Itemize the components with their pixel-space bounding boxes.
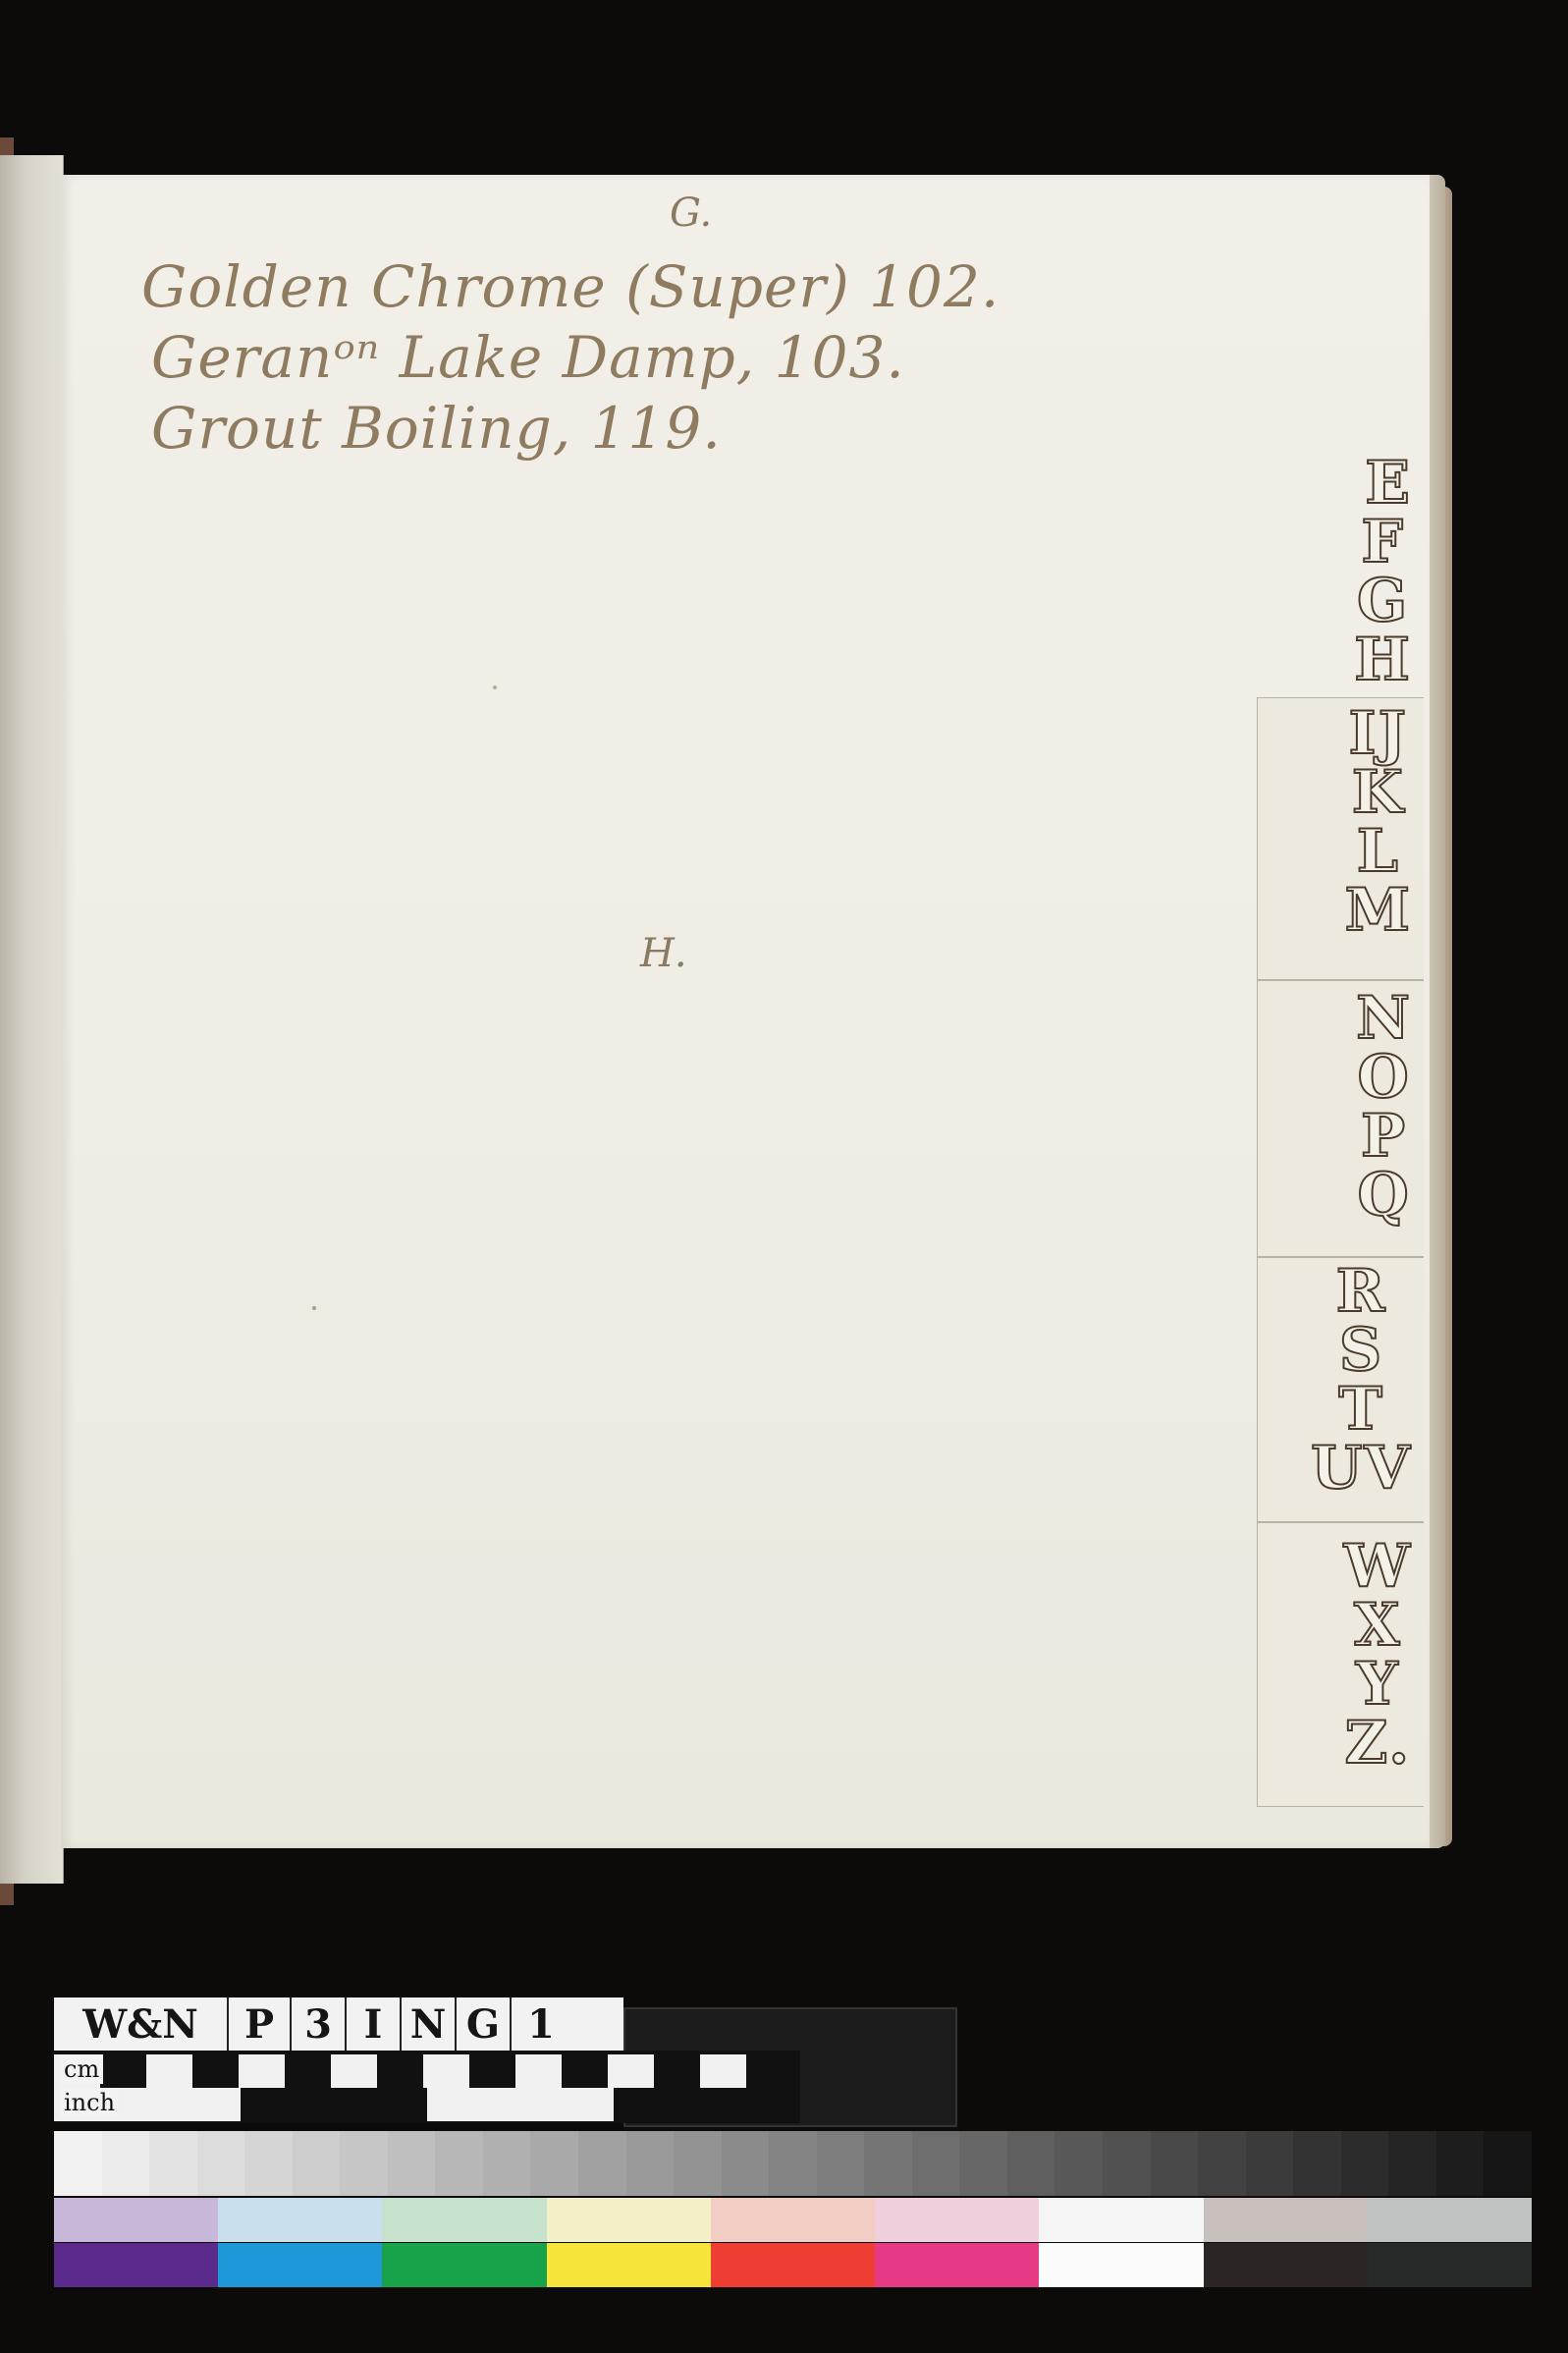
gray-patch [1484,2131,1532,2196]
gray-patch [626,2131,675,2196]
gray-patch [1341,2131,1389,2196]
color-patch [875,2243,1039,2287]
tab-letter: Z. [1344,1709,1412,1778]
gray-patch [769,2131,817,2196]
scale-segment [239,2054,285,2088]
color-patch [54,2198,218,2242]
tab-letter: Y [1355,1650,1400,1719]
index-page [61,175,1430,1848]
paper-speck [493,685,497,689]
scale-segment [654,2054,700,2088]
gray-patch [244,2131,293,2196]
inch-label: inch [60,2088,119,2117]
cm-label: cm [60,2054,103,2084]
label-cell: I [347,1997,402,2051]
tab-letter: UV [1311,1434,1412,1503]
tab-letter: E [1365,449,1412,518]
index-tab-nopq[interactable] [1257,980,1424,1257]
color-patch [1039,2198,1203,2242]
gray-patch [959,2131,1007,2196]
color-patch [382,2243,546,2287]
label-cell: W&N [54,1997,229,2051]
scale-segment [100,2054,146,2088]
left-page-edge [0,155,64,1884]
gray-patch [340,2131,388,2196]
scale-segment [331,2054,377,2088]
gray-patch [1388,2131,1436,2196]
label-cell: P [229,1997,292,2051]
grayscale-strip [54,2131,1532,2196]
gray-patch [530,2131,578,2196]
label-cell: 3 [292,1997,347,2051]
tab-letter: P [1361,1102,1408,1171]
color-patch [218,2198,382,2242]
scale-segment [746,2054,792,2088]
gray-patch [817,2131,865,2196]
gray-patch [1103,2131,1151,2196]
color-patch [547,2243,711,2287]
label-cell: G [457,1997,512,2051]
gray-patch [293,2131,341,2196]
tab-letter: H [1354,626,1412,694]
gray-patch [54,2131,102,2196]
tab-letter: X [1354,1591,1402,1660]
gray-patch [864,2131,912,2196]
tab-letter: O [1357,1043,1411,1112]
color-patch [1039,2243,1203,2287]
gray-patch [435,2131,483,2196]
paper-speck [312,1306,316,1310]
gray-patch [1293,2131,1341,2196]
inch-scale-row [54,2088,800,2121]
index-tab-ijklm[interactable] [1257,697,1424,980]
gray-patch [1054,2131,1103,2196]
scale-segment [469,2054,515,2088]
entry-golden-chrome: Golden Chrome (Super) 102. [141,253,1000,320]
label-cell: 1 [527,2000,555,2048]
pastel-color-strip [54,2198,1532,2242]
tab-letter: Q [1357,1161,1411,1230]
color-patch [711,2198,875,2242]
gray-patch [1198,2131,1246,2196]
color-patch [1368,2198,1532,2242]
gray-patch [674,2131,722,2196]
scale-segment [562,2054,608,2088]
index-tab-wxyz[interactable] [1257,1522,1424,1807]
tab-letter: F [1361,508,1405,576]
gray-patch [578,2131,626,2196]
index-tab-rstuv[interactable] [1257,1257,1424,1522]
gray-patch [1151,2131,1199,2196]
gray-patch [722,2131,770,2196]
tab-letter: IJ [1348,699,1409,768]
scale-segment [241,2088,427,2121]
tab-letter: M [1344,876,1412,945]
gray-patch [102,2131,150,2196]
scale-segment [285,2054,331,2088]
measurement-scale [54,2051,800,2123]
tab-letter: T [1338,1375,1384,1444]
color-patch [711,2243,875,2287]
scale-segment [700,2054,746,2088]
scale-segment [515,2054,562,2088]
gray-patch [483,2131,531,2196]
scale-segment [427,2088,614,2121]
tab-letter: N [1356,984,1412,1053]
scale-segment [192,2054,239,2088]
alphabet-index-tabs [1257,449,1424,1848]
scale-segment [614,2088,800,2121]
scale-segment [146,2054,192,2088]
tab-letter: S [1338,1316,1384,1385]
gray-patch [1007,2131,1055,2196]
tab-letter: L [1356,817,1400,886]
color-patch [1204,2243,1368,2287]
scale-segment [608,2054,654,2088]
gray-patch [1436,2131,1485,2196]
label-cell: N [402,1997,457,2051]
gray-patch [149,2131,197,2196]
color-patch [547,2198,711,2242]
tab-letter: W [1343,1532,1412,1601]
section-h-heading: H. [640,931,687,976]
color-patch [382,2198,546,2242]
section-g-heading: G. [670,191,713,236]
gray-patch [1246,2131,1294,2196]
tab-letter: G [1357,567,1410,635]
gray-patch [388,2131,436,2196]
color-patch [1368,2243,1532,2287]
color-patch [218,2243,382,2287]
gray-patch [912,2131,960,2196]
color-patch [1204,2198,1368,2242]
scale-segment [423,2054,469,2088]
cm-scale-row [54,2054,800,2088]
tab-letter: R [1335,1257,1387,1326]
tab-letter: K [1351,758,1405,827]
entry-grout-boiling: Grout Boiling, 119. [151,395,722,462]
gray-patch [197,2131,245,2196]
target-label [54,1997,623,2051]
entry-geranium-lake: Geranᵒⁿ Lake Damp, 103. [151,324,905,391]
saturated-color-strip [54,2243,1532,2287]
color-patch [54,2243,218,2287]
color-patch [875,2198,1039,2242]
scale-segment [377,2054,423,2088]
